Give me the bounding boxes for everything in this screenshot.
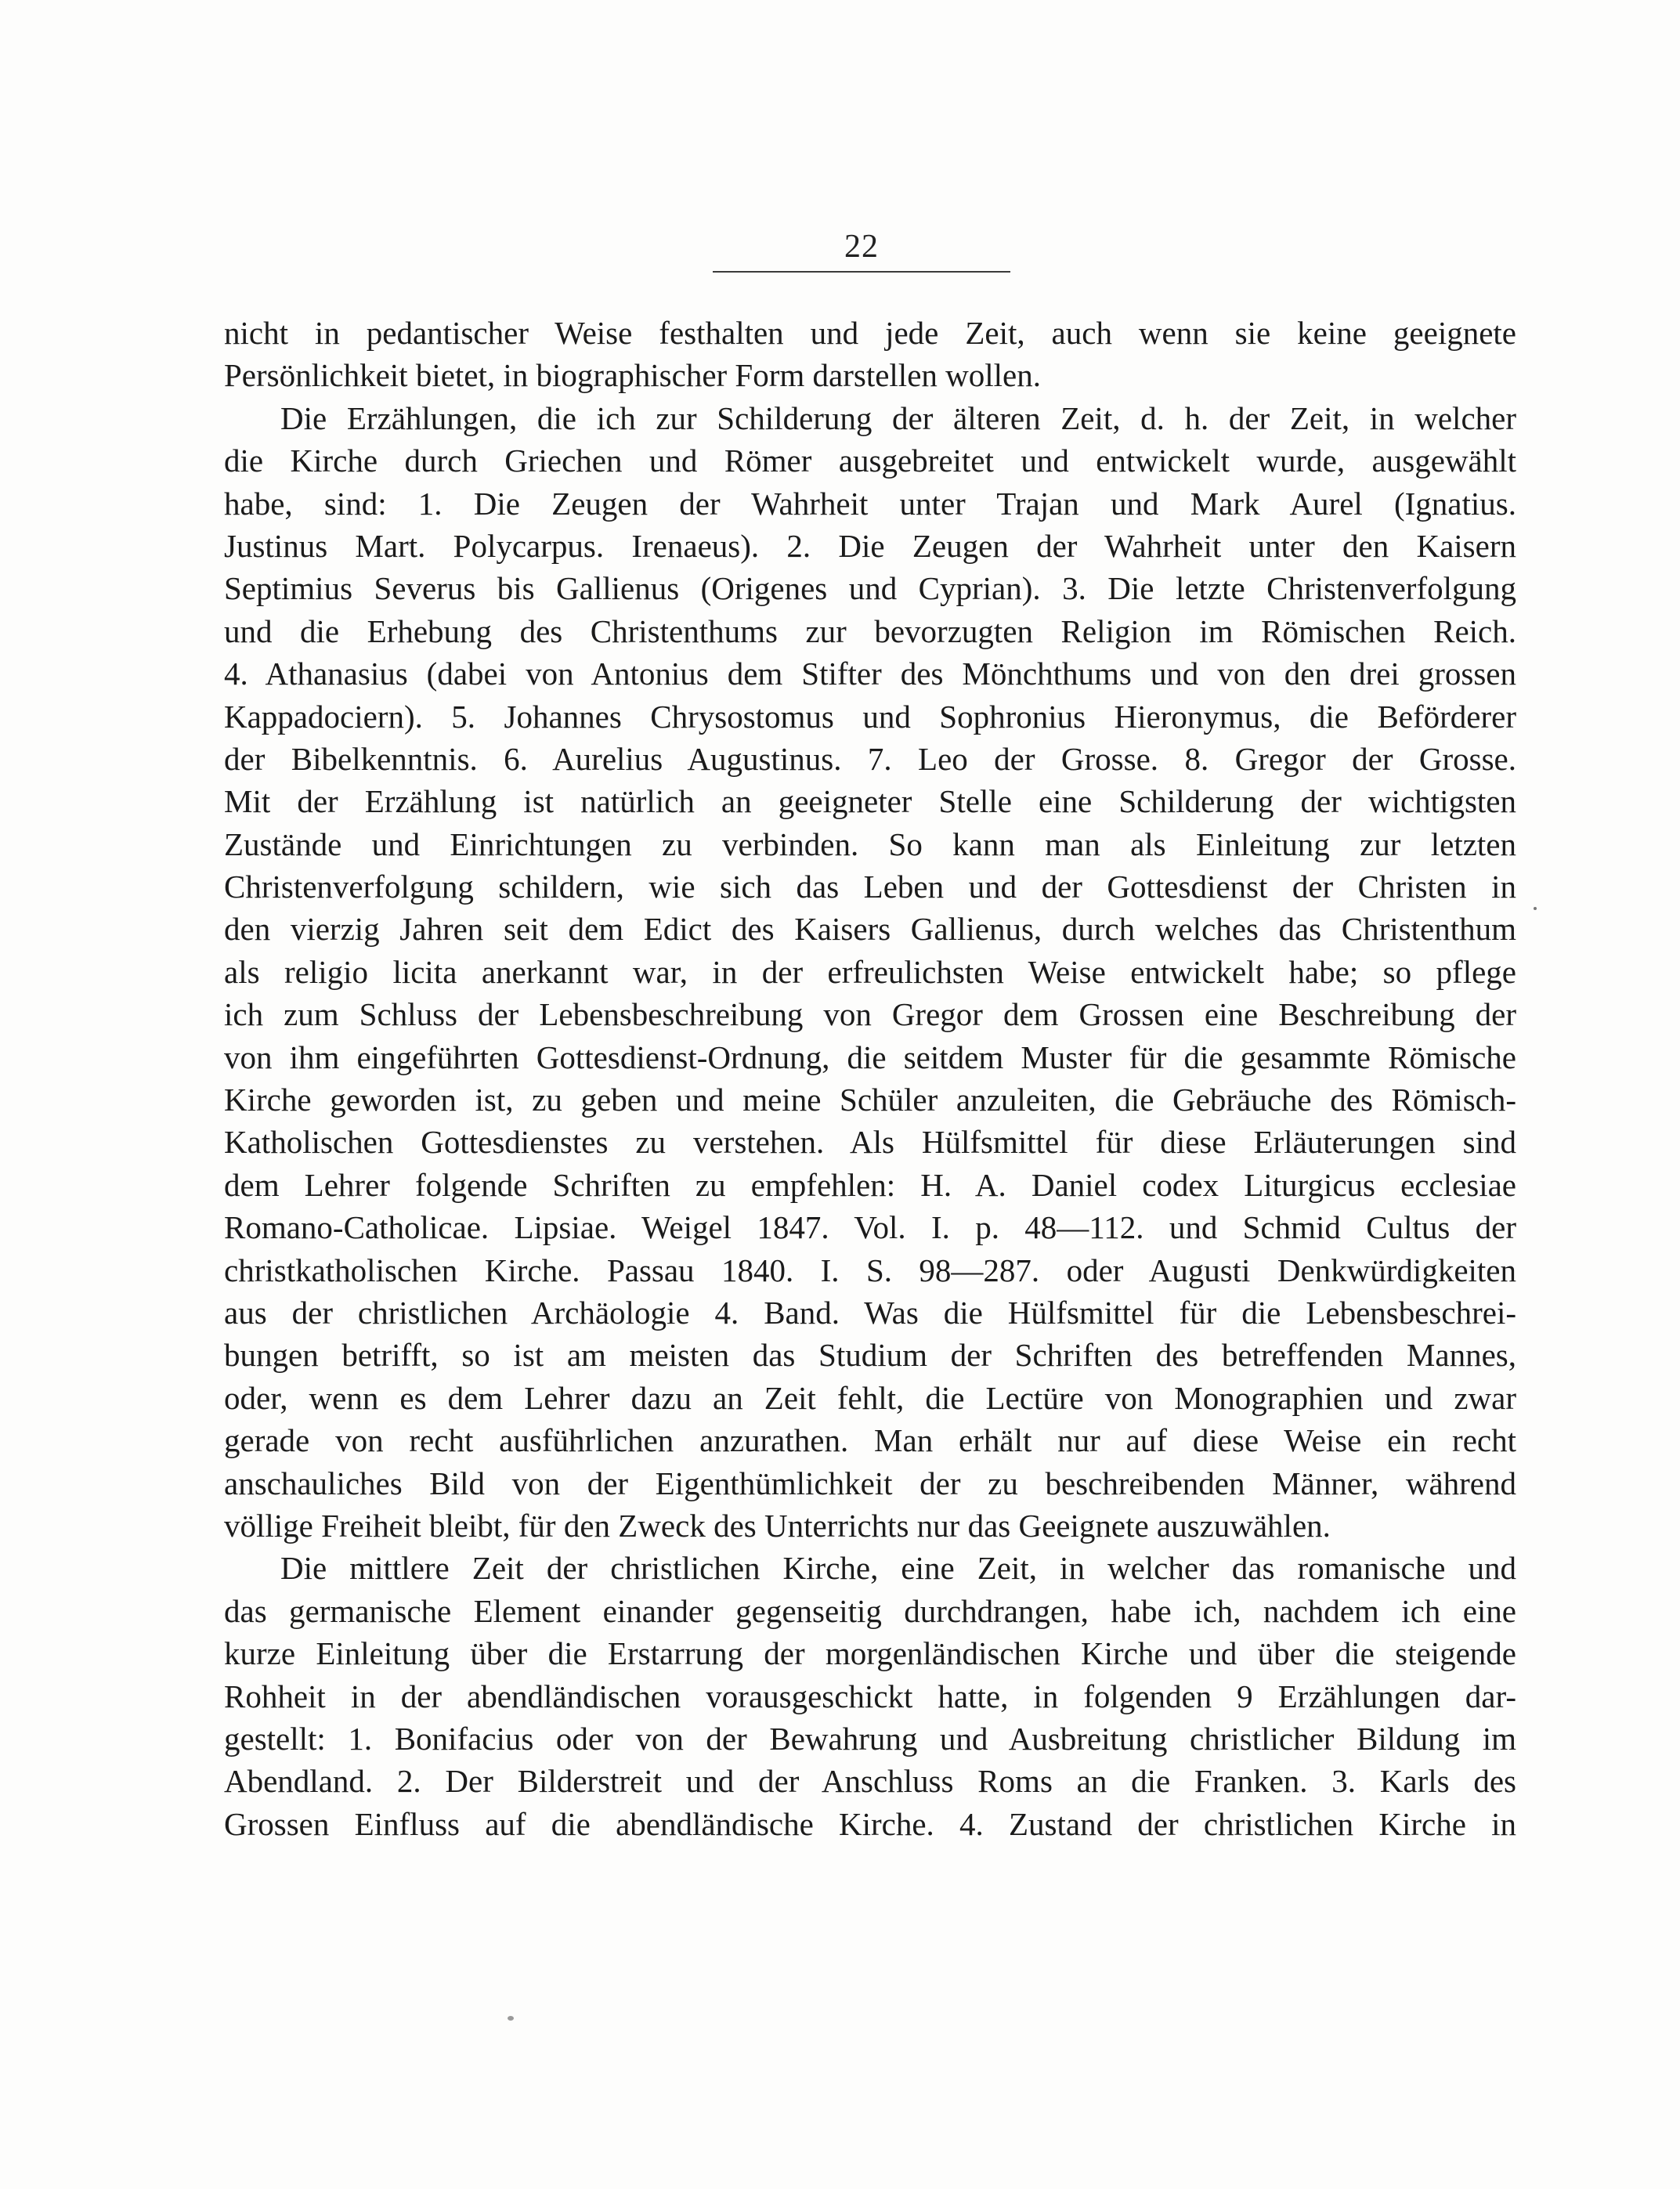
paper-speck xyxy=(1534,907,1537,910)
body-text xyxy=(224,312,1516,1845)
text-line: von ihm eingeführten Gottesdienst-Ordnung, die seitdem Muster für die gesammte Römische xyxy=(224,1039,1516,1075)
text-line: als religio licita anerkannt war, in der erfreulichsten Weise entwickelt habe; so pflege xyxy=(224,953,1516,990)
text-line: Kirche geworden ist, zu geben und meine Schüler anzuleiten, die Gebräuche des Römisch- xyxy=(224,1082,1516,1118)
paper-speck xyxy=(508,2016,514,2021)
text-line: oder, wenn es dem Lehrer dazu an Zeit fehlt, die Lectüre von Monographien und zwar xyxy=(224,1379,1516,1416)
text-line: bungen betrifft, so ist am meisten das Studium der Schriften des betreffenden Mannes, xyxy=(224,1337,1516,1374)
text-line: der Bibelkenntnis. 6. Aurelius Augustinus. 7. Leo der Grosse. 8. Gregor der Grosse. xyxy=(224,740,1516,777)
text-line: Justinus Mart. Polycarpus. Irenaeus). 2. Die Zeugen der Wahrheit unter den Kaisern xyxy=(224,527,1516,564)
text-line: nicht in pedantischer Weise festhalten und jede Zeit, auch wenn sie keine geeignete xyxy=(224,315,1516,351)
text-line: völlige Freiheit bleibt, für den Zweck des Unterrichts nur das Geeignete auszuwählen. xyxy=(224,1507,1331,1544)
text-line: ich zum Schluss der Lebensbeschreibung von Gregor dem Grossen eine Beschreibung der xyxy=(224,996,1516,1033)
text-line: aus der christlichen Archäologie 4. Band. Was die Hülfsmittel für die Lebensbeschrei- xyxy=(224,1294,1516,1331)
text-line: 4. Athanasius (dabei von Antonius dem Stifter des Mönchthums und von den drei grossen xyxy=(224,656,1516,692)
text-line: das germanische Element einander gegenseitig durchdrangen, habe ich, nachdem ich eine xyxy=(224,1592,1516,1629)
text-line: Septimius Severus bis Gallienus (Origenes und Cyprian). 3. Die letzte Christenverfolgung xyxy=(224,570,1516,607)
text-line: Abendland. 2. Der Bilderstreit und der Anschluss Roms an die Franken. 3. Karls des xyxy=(224,1763,1516,1800)
text-line: anschauliches Bild von der Eigenthümlichkeit der zu beschreibenden Männer, während xyxy=(224,1465,1516,1501)
text-line: kurze Einleitung über die Erstarrung der morgenländischen Kirche und über die steigende xyxy=(224,1635,1516,1672)
text-line: Katholischen Gottesdienstes zu verstehen. Als Hülfsmittel für diese Erläuterungen sind xyxy=(224,1124,1516,1161)
text-line: habe, sind: 1. Die Zeugen der Wahrheit unter Trajan und Mark Aurel (Ignatius. xyxy=(224,485,1516,522)
text-line: dem Lehrer folgende Schriften zu empfehlen: H. A. Daniel codex Liturgicus ecclesiae xyxy=(224,1166,1516,1203)
text-line: Die mittlere Zeit der christlichen Kirche, eine Zeit, in welcher das romanische und xyxy=(280,1550,1516,1587)
page-number: 22 xyxy=(844,229,879,265)
text-line: Grossen Einfluss auf die abendländische Kirche. 4. Zustand der christlichen Kirche in xyxy=(224,1805,1516,1842)
text-line: Zustände und Einrichtungen zu verbinden. So kann man als Einleitung zur letzten xyxy=(224,825,1516,862)
text-line: gerade von recht ausführlichen anzurathen. Man erhält nur auf diese Weise ein recht xyxy=(224,1422,1516,1459)
text-line: gestellt: 1. Bonifacius oder von der Bewahrung und Ausbreitung christlicher Bildung im xyxy=(224,1720,1516,1757)
text-line: Christenverfolgung schildern, wie sich das Leben und der Gottesdienst der Christen in xyxy=(224,869,1516,905)
text-line: Persönlichkeit bietet, in biographischer Form darstellen wollen. xyxy=(224,357,1041,394)
text-line: Romano-Catholicae. Lipsiae. Weigel 1847. Vol. I. p. 48—112. und Schmid Cultus der xyxy=(224,1209,1516,1246)
text-line: die Kirche durch Griechen und Römer ausgebreitet und entwickelt wurde, ausgewählt xyxy=(224,442,1516,479)
text-line: christkatholischen Kirche. Passau 1840. I. S. 98—287. oder Augusti Denkwürdigkeiten xyxy=(224,1252,1516,1288)
text-line: Die Erzählungen, die ich zur Schilderung der älteren Zeit, d. h. der Zeit, in welcher xyxy=(280,399,1516,436)
text-line: den vierzig Jahren seit dem Edict des Kaisers Gallienus, durch welches das Christenthum xyxy=(224,911,1516,948)
header-rule xyxy=(713,271,1010,273)
text-line: und die Erhebung des Christenthums zur bevorzugten Religion im Römischen Reich. xyxy=(224,612,1516,649)
text-line: Kappadociern). 5. Johannes Chrysostomus und Sophronius Hieronymus, die Beförderer xyxy=(224,698,1516,735)
text-line: Rohheit in der abendländischen vorausgeschickt hatte, in folgenden 9 Erzählungen dar- xyxy=(224,1678,1516,1714)
text-line: Mit der Erzählung ist natürlich an geeigneter Stelle eine Schilderung der wichtigsten xyxy=(224,783,1516,820)
